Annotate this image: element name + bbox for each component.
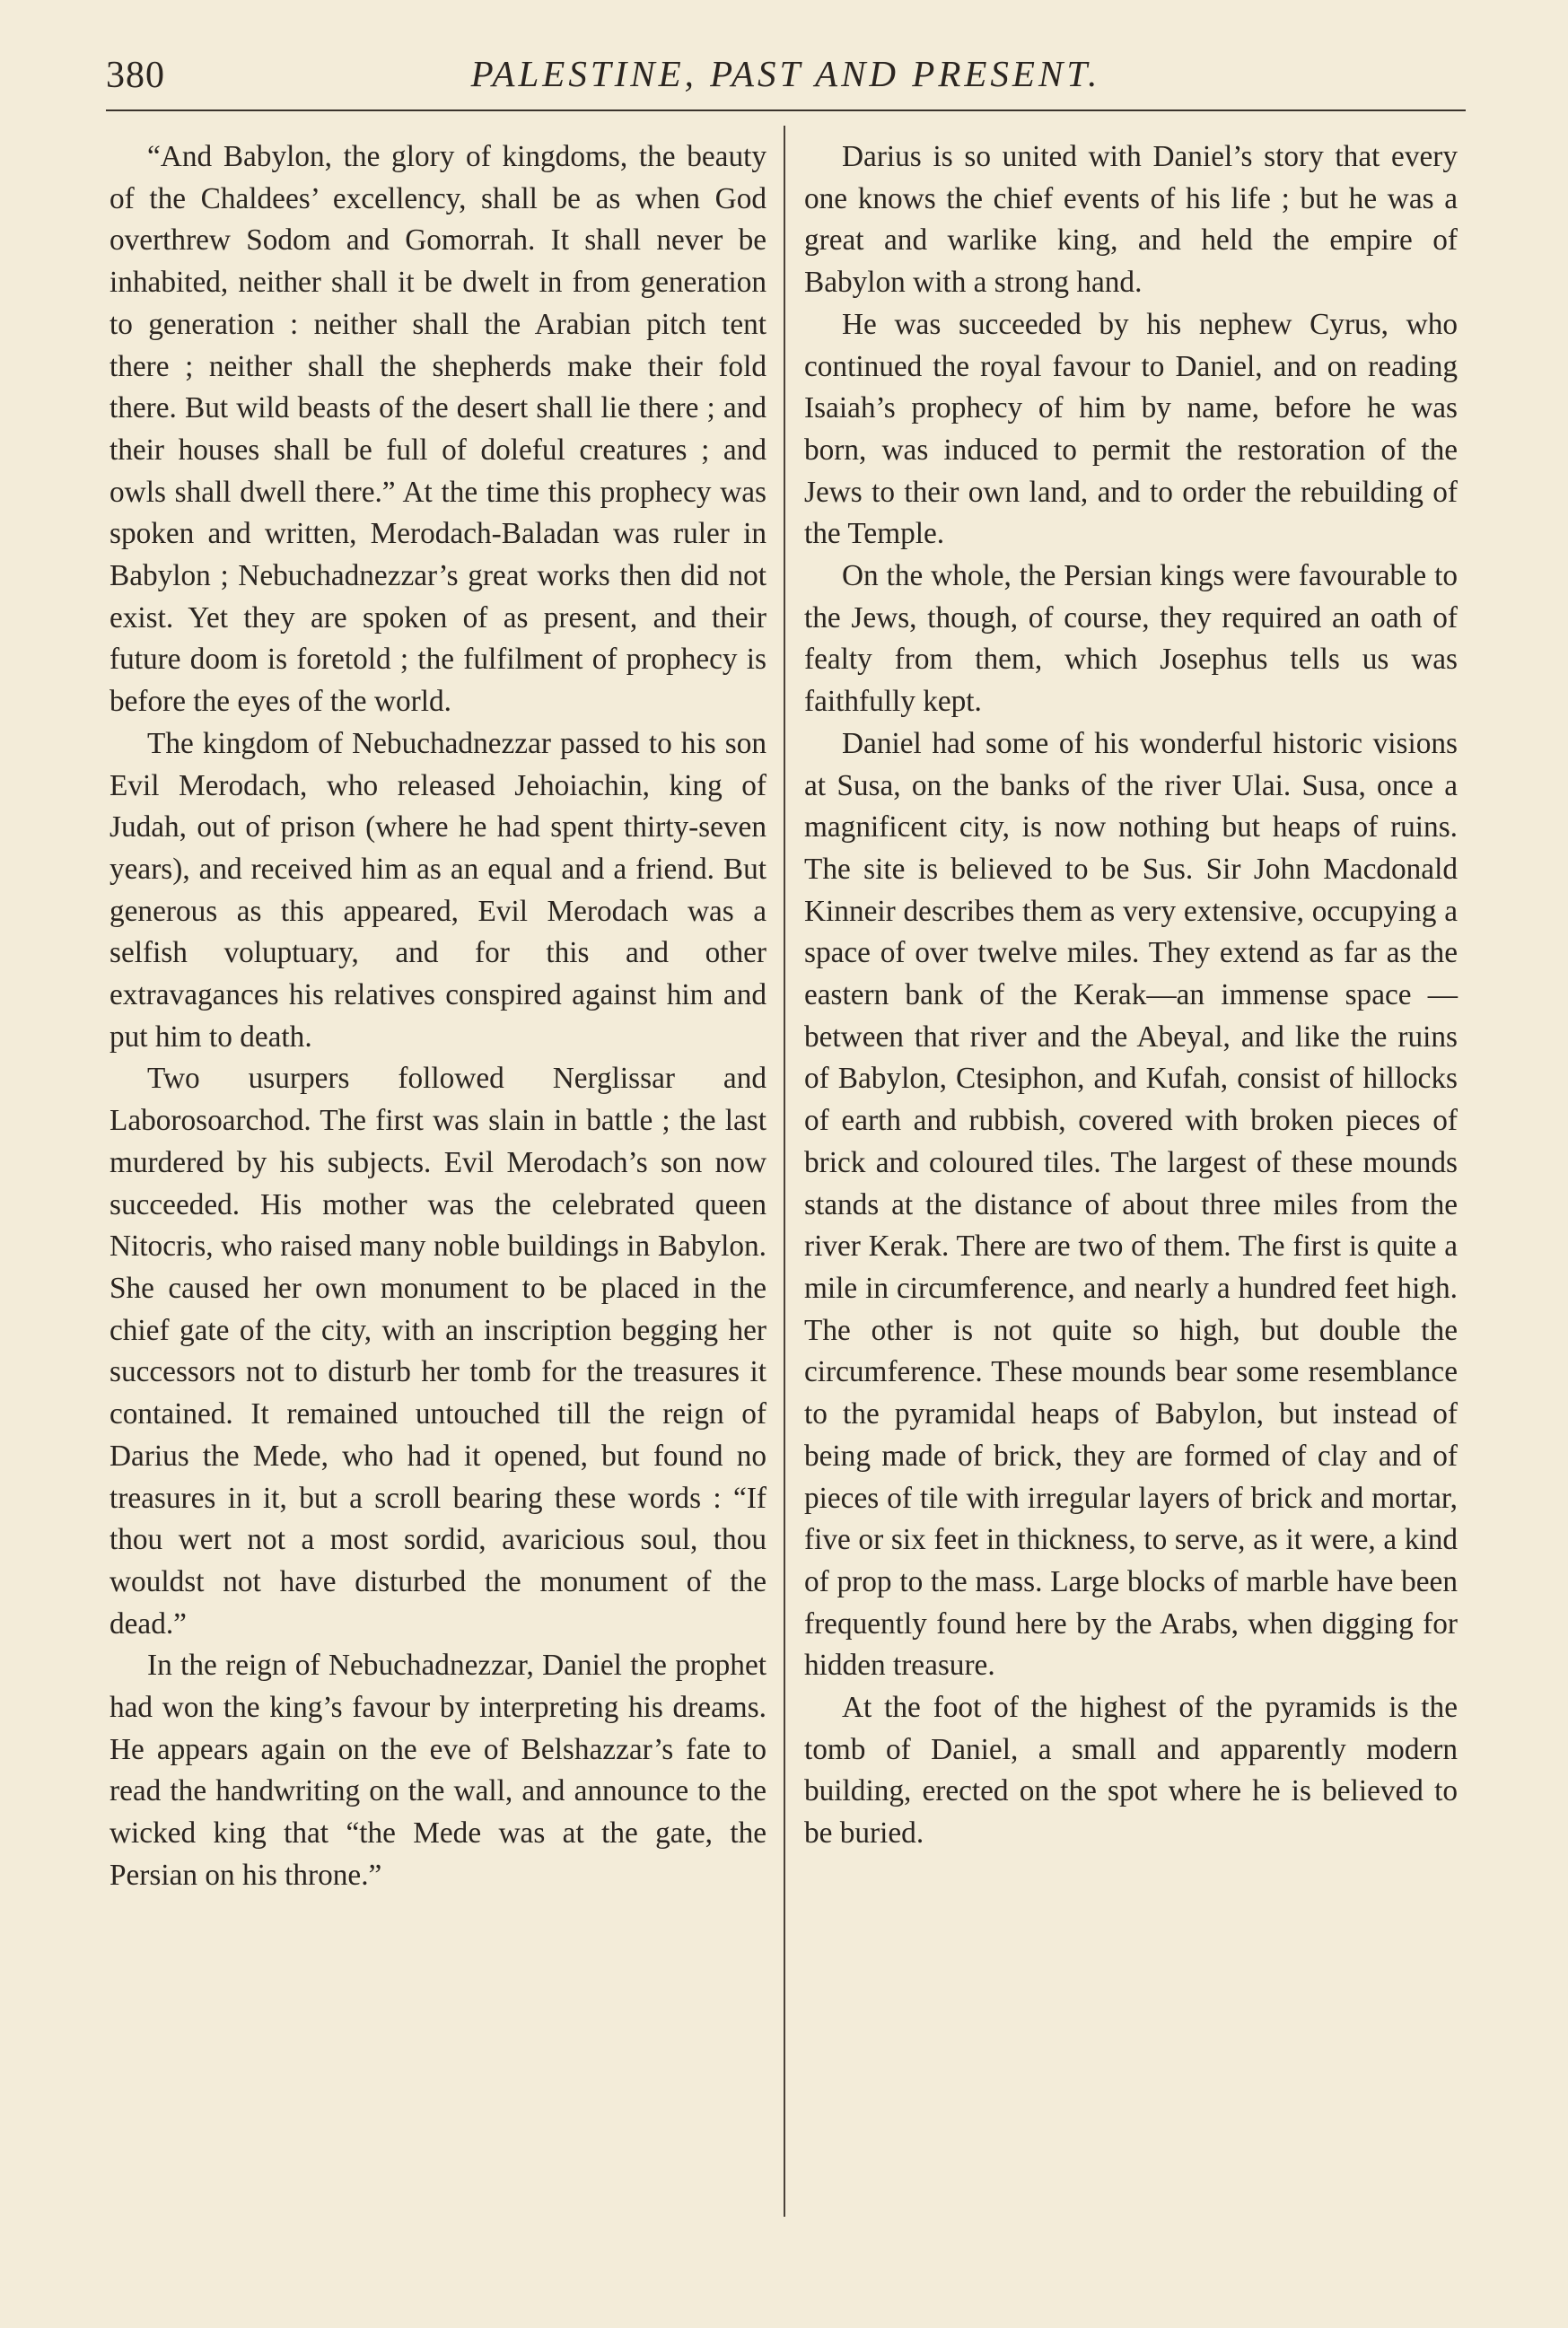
paragraph: Two usurpers followed Nerglissar and Laborosoarchod. The first was slain in battle ; the last murdered by his subjects. Evil Merodach’s son now succeeded. His mother was the celebrated queen Nitocris, who raised many noble buildings in Babylon. She caused her own monument to be placed in the chief gate of the city, with an inscription begging her successors not to disturb her tomb for the treasures it contained. It remained untouched till the reign of Darius the Mede, who had it opened, but found no treasures in it, but a scroll bearing these words : “If thou wert not a most sordid, avaricious soul, thou wouldst not have disturbed the monument of the dead.” <box>109 1062 766 1641</box>
paragraph: He was succeeded by his nephew Cyrus, who continued the royal favour to Daniel, and on reading Isaiah’s prophecy of him by name, before he was born, was induced to permit the restoration of the Jews to their own land, and to order the rebuilding of the Temple. <box>804 307 1458 551</box>
column-divider <box>784 126 785 2217</box>
paragraph: In the reign of Nebuchadnezzar, Daniel the prophet had won the king’s favour by interpreting his dreams. He appears again on the eve of Belshazzar’s fate to read the handwriting on the wall, and announce to the wicked king that “the Mede was at the gate, the Persian on his throne.” <box>109 1649 766 1892</box>
paragraph: The kingdom of Nebuchadnezzar passed to his son Evil Merodach, who released Jehoiachin, king of Judah, out of prison (where he had spent thirty-seven years), and received him as an equal and a friend. But generous as this appeared, Evil Merodach was a selfish voluptuary, and for this and other extravagances his relatives conspired against him and put him to death. <box>109 726 766 1054</box>
paragraph: “And Babylon, the glory of kingdoms, the beauty of the Chaldees’ excellency, shall be as when God overthrew Sodom and Gomorrah. It shall never be inhabited, neither shall it be dwelt in from generation to generation : neither shall the Arabian pitch tent there ; neither shall the shepherds make their fold there. But wild beasts of the desert shall lie there ; and their houses shall be full of doleful creatures ; and owls shall dwell there.” At the time this prophecy was spoken and written, Merodach-Baladan was ruler in Babylon ; Nebuchadnezzar’s great works then did not exist. Yet they are spoken of as present, and their future doom is foretold ; the fulfilment of prophecy is before the eyes of the world. <box>109 140 766 719</box>
right-column <box>804 136 1458 1855</box>
paragraph: At the foot of the highest of the pyramids is the tomb of Daniel, a small and apparently modern building, erected on the spot where he is believed to be buried. <box>804 1691 1458 1851</box>
left-column <box>109 136 766 1897</box>
running-title: PALESTINE, PAST AND PRESENT. <box>470 53 1101 94</box>
paragraph: On the whole, the Persian kings were favourable to the Jews, though, of course, they required an oath of fealty from them, which Josephus tells us was faithfully kept. <box>804 559 1458 719</box>
page-header <box>106 47 1466 109</box>
page-number: 380 <box>106 55 165 96</box>
header-rule <box>106 109 1466 111</box>
paragraph: Darius is so united with Daniel’s story that every one knows the chief events of his life ; but he was a great and warlike king, and held the empire of Babylon with a strong hand. <box>804 140 1458 300</box>
paragraph: Daniel had some of his wonderful historic visions at Susa, on the banks of the river Ulai. Susa, once a magnificent city, is now nothing but heaps of ruins. The site is believed to be Sus. Sir John Macdonald Kinneir describes them as very extensive, occupying a space of over twelve miles. They extend as far as the eastern bank of the Kerak—an immense space — between that river and the Abeyal, and like the ruins of Babylon, Ctesiphon, and Kufah, consist of hillocks of earth and rubbish, covered with broken pieces of brick and coloured tiles. The largest of these mounds stands at the distance of about three miles from the river Kerak. There are two of them. The first is quite a mile in circumference, and nearly a hundred feet high. The other is not quite so high, but double the circumference. These mounds bear some resemblance to the pyramidal heaps of Babylon, but instead of being made of brick, they are formed of clay and of pieces of tile with irregular layers of brick and mortar, five or six feet in thickness, to serve, as it were, a kind of prop to the mass. Large blocks of marble have been frequently found here by the Arabs, when digging for hidden treasure. <box>804 726 1458 1683</box>
